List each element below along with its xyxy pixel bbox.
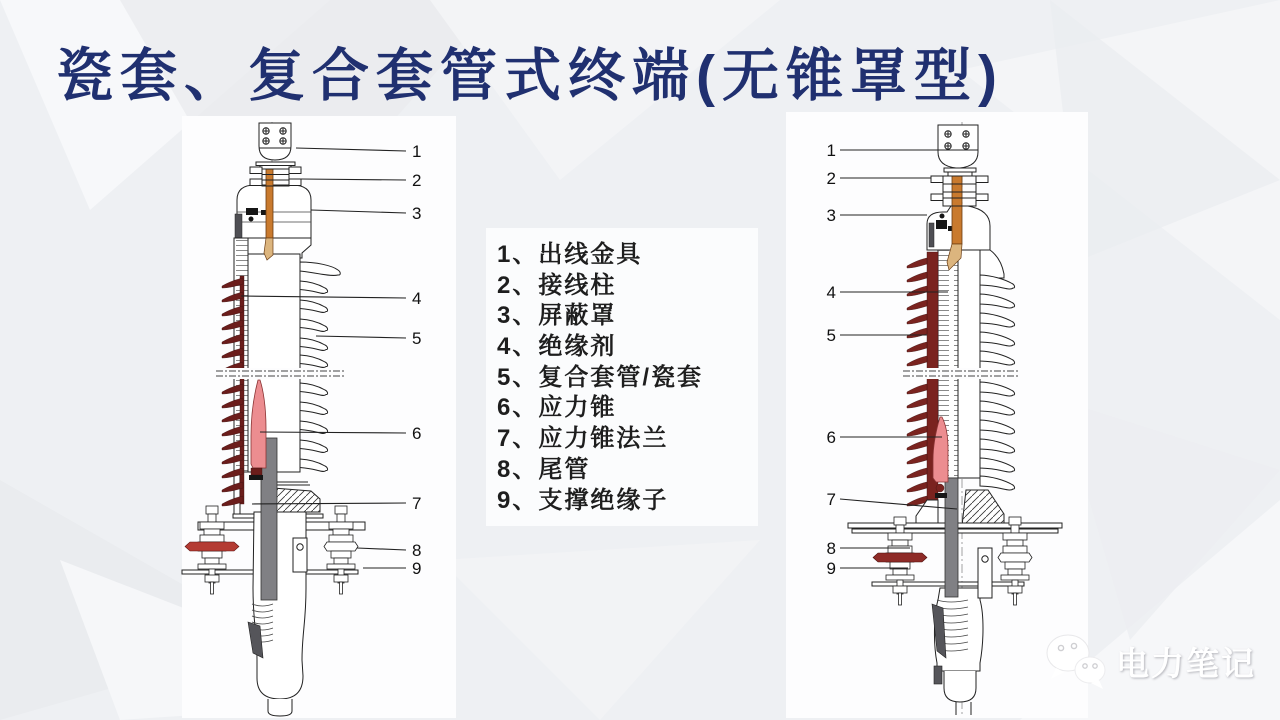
parts-legend	[497, 240, 703, 516]
callout-number: 6	[412, 424, 422, 443]
legend-item: 6、应力锥	[497, 394, 617, 422]
legend-item: 1、出线金具	[497, 241, 643, 268]
page-title: 瓷套、复合套管式终端(无锥罩型)	[56, 44, 1004, 108]
insulator-red-disc	[185, 542, 239, 551]
callout-number: 7	[412, 494, 422, 513]
callout-number: 5	[826, 326, 836, 345]
callout-number: 7	[826, 490, 836, 509]
legend-item: 2、接线柱	[497, 271, 617, 299]
support-insulator	[324, 506, 358, 594]
callout-number: 6	[826, 428, 836, 447]
callout-number: 3	[412, 204, 422, 223]
legend-item: 4、绝缘剂	[497, 333, 617, 361]
wechat-icon	[1044, 630, 1108, 692]
callout-number: 5	[412, 329, 422, 348]
legend-item: 9、支撑绝缘子	[497, 486, 669, 514]
legend-item: 3、屏蔽罩	[497, 302, 617, 330]
callout-number: 4	[826, 283, 836, 302]
left-terminal-diagram	[180, 118, 440, 718]
callout-number: 2	[412, 171, 422, 190]
legend-item: 5、复合套管/瓷套	[497, 363, 704, 391]
watermark	[1044, 630, 1256, 692]
callout-number: 3	[826, 206, 836, 225]
legend-item: 7、应力锥法兰	[497, 425, 669, 453]
watermark-text: 电力笔记	[1116, 644, 1256, 682]
composite-shed-trunk	[927, 252, 938, 526]
callout-number: 4	[412, 289, 422, 308]
callout-number: 9	[826, 559, 836, 578]
callout-number: 9	[412, 559, 422, 578]
porcelain-shed	[300, 262, 340, 275]
callout-number: 8	[826, 539, 836, 558]
callout-number: 8	[412, 541, 422, 560]
right-terminal-diagram	[790, 118, 1090, 718]
clamp-bracket	[293, 538, 307, 572]
legend-item: 8、尾管	[497, 455, 591, 483]
callout-number: 1	[826, 141, 836, 160]
callout-number: 1	[412, 142, 422, 161]
callout-number: 2	[826, 169, 836, 188]
insulator-red-disc	[873, 553, 927, 562]
outlet-fitting	[938, 125, 978, 168]
